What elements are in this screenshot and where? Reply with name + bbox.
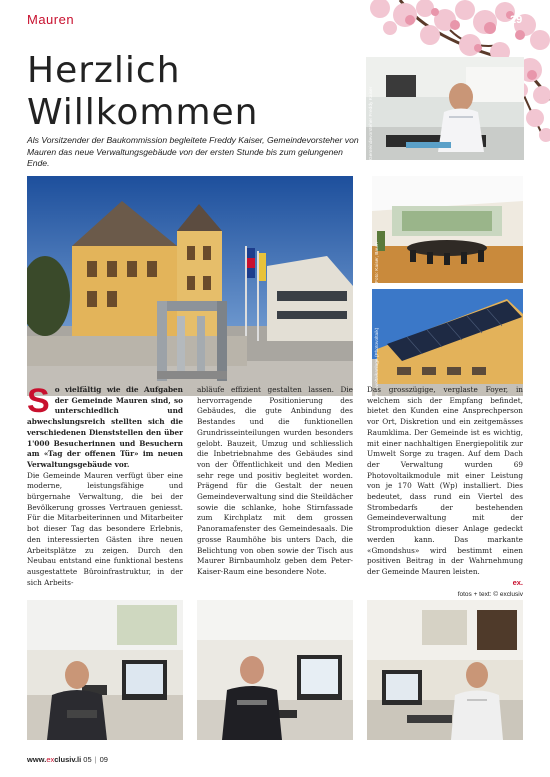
column-1-body: Die Gemeinde Mauren verfügt über eine moderne, leistungsfähige und bürgernahe Verwaltung, die bei der Bevölkerung grosses Vertrauen geniesst. Für die Mitarbeiterinnen und Mitarbeiter bot dieser Tag das besondere Erlebnis, den interessierten Gästen ihre neuen Arbeitsplätze zu zeigen. Durch den Neubau entstand eine funktional bestens ausgestattete Büroinfrastruktur, in der sich Arbeits- — [27, 470, 183, 587]
article-column-2 — [197, 385, 353, 578]
bottom-photo-right — [367, 600, 523, 740]
article-column-3 — [367, 385, 523, 601]
bottom-photo-left — [27, 600, 183, 740]
building-photo — [27, 176, 353, 396]
photo-text-credit: fotos + text: © exclusiv — [457, 591, 523, 599]
column-2-body: abläufe effizient gestalten lassen. Die hervorragende Positionierung des Gebäudes, die gute Anbindung des Bestandes und die funktionellen Grundrisseinteilungen wurden besonders gelobt. Bauzeit, Umzug und schliesslich die Inbetriebnahme des Gebäudes sind von der Öffentlichkeit und den Medien sehr rege und positiv begleitet worden. Prägend für die Gestalt der neuen Gemeindeverwaltung sind die Steildächer sowie die schlanke, hohe Stirnfassade zum Kirchplatz mit dem grossen Panoramafenster des Gemeindesaals. Die grosse Raumhöhe bis unters Dach, die Belichtung von oben sowie der Tisch aus Maurer Birnbaumholz geben dem Peter-Kaiser-Raum eine besondere Note. — [197, 385, 353, 576]
portrait-photo — [366, 57, 524, 160]
footer-url-brand: ex — [46, 755, 55, 764]
portrait-credit: Gemeindevorsteher Freddy Kaiser — [369, 86, 374, 160]
headline — [27, 50, 259, 134]
footer-url-suffix: clusiv.li — [54, 755, 82, 764]
solar-credit: Fotovoltaikanlage (Photovoltaik) — [375, 327, 380, 396]
headline-line-1: Herzlich — [27, 50, 181, 91]
drop-cap: S — [27, 382, 50, 420]
article-column-1 — [27, 382, 183, 588]
page-corner-number: 29 — [510, 14, 523, 26]
author-sign: ex. — [512, 577, 523, 587]
footer-url-prefix: www. — [27, 755, 47, 764]
hall-credit: Foto: Kaiser, Baum — [375, 242, 380, 283]
bottom-photo-middle — [197, 600, 353, 740]
headline-line-2: Willkommen — [27, 92, 259, 133]
footer-year: 09 — [99, 755, 108, 764]
footer-issue: 05 — [83, 755, 92, 764]
section-tag: Mauren — [27, 12, 75, 27]
column-3-body: Das grosszügige, verglaste Foyer, in welchem sich der Empfang befindet, bietet den Kunden eine Ansprechperson vor Ort, Diskretion und ein zeitgemässes Raumklima. Der Gemeinde ist es wichtig, mit einer nachhaltigen Energiepolitik zur Umwelt Sorge zu tragen. Auf dem Dach der Verwaltung wurden 69 Photovoltaikmodule mit einer Leistung von je 170 Watt (Wp) installiert. Dies bedeutet, dass rund ein Viertel des Strombedarfs der bestehenden Gemeindeverwaltung mit der Stromproduktion dieser Anlage gedeckt werden kann. Das markante «Gmondshus» wird bestimmt einen positiven Beitrag in der Wahrnehmung der Gemeinde Mauren leisten. — [367, 385, 523, 576]
lead-text: Als Vorsitzender der Baukommission begleitete Freddy Kaiser, Gemeindevorsteher von Mauren das neue Verwaltungsgebäude von der ersten Stunde bis zum gelungenen Ende. — [27, 135, 359, 168]
article-lead-in: o vielfältig wie die Aufgaben der Gemeinde Mauren sind, so unterschiedlich und abwechslungsreich stellten sich die verschiedenen Dienststellen den über 1'000 Besucherinnen und Besuchern am «Tag der offenen Tür» im neuen Verwaltungsgebäude vor. — [27, 385, 183, 469]
page-footer: www.exclusiv.li 05 | 09 — [27, 755, 108, 764]
hall-photo — [372, 176, 523, 283]
solar-photo — [372, 289, 523, 396]
